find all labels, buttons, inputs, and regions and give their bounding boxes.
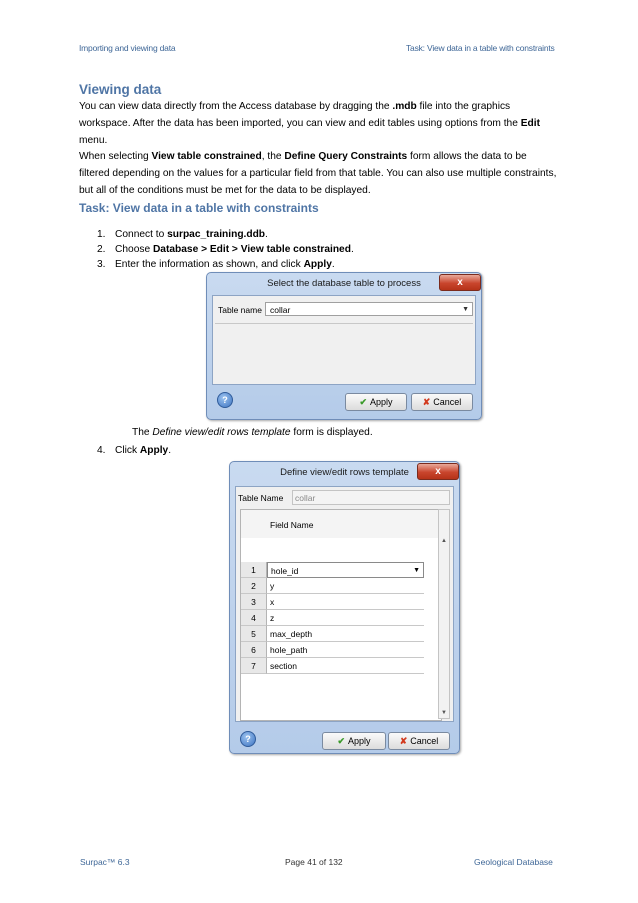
figure-caption: The Define view/edit rows template form is displayed. xyxy=(132,427,373,438)
help-icon[interactable]: ? xyxy=(217,392,233,408)
vertical-scrollbar[interactable] xyxy=(438,509,450,719)
table-row[interactable]: 6 hole_path xyxy=(241,642,424,658)
table-row[interactable]: 1 hole_id ▼ xyxy=(241,562,424,578)
section-title: Viewing data xyxy=(79,82,162,97)
scroll-up-icon[interactable]: ▲ xyxy=(441,538,447,544)
step-item: 4. Click Apply. xyxy=(97,445,172,456)
table-row[interactable]: 7 section xyxy=(241,658,424,674)
table-row[interactable]: 3 x xyxy=(241,594,424,610)
table-row[interactable]: 2 y xyxy=(241,578,424,594)
table-name-select[interactable]: collar ▼ xyxy=(265,302,473,316)
cancel-button[interactable]: ✘ Cancel xyxy=(388,732,450,750)
steps-list xyxy=(97,227,354,272)
check-icon: ✔ xyxy=(337,736,346,746)
dialog-title: Select the database table to process xyxy=(267,278,421,289)
cross-icon: ✘ xyxy=(422,397,431,407)
apply-button[interactable]: ✔ Apply xyxy=(322,732,386,750)
table-row[interactable]: 5 max_depth xyxy=(241,626,424,642)
running-header-left: Importing and viewing data xyxy=(79,43,176,53)
running-header-right: Task: View data in a table with constraints xyxy=(406,43,555,53)
dialog-body xyxy=(212,295,476,385)
step-item: 2. Choose Database > Edit > View table constrained. xyxy=(97,244,354,255)
task-title: Task: View data in a table with constraints xyxy=(79,201,319,215)
apply-button[interactable]: ✔ Apply xyxy=(345,393,407,411)
footer-module: Geological Database xyxy=(474,857,553,867)
footer-product: Surpac™ 6.3 xyxy=(80,857,130,867)
select-table-dialog xyxy=(206,272,482,420)
grid-header xyxy=(241,510,441,538)
table-name-field: collar xyxy=(292,490,450,505)
step-item: 1. Connect to surpac_training.ddb. xyxy=(97,229,268,240)
field-name-header: Field Name xyxy=(270,520,314,530)
chevron-down-icon[interactable]: ▼ xyxy=(413,567,420,574)
help-icon[interactable]: ? xyxy=(240,731,256,747)
paragraph-constraints: When selecting View table constrained, the Define Query Constraints form allows the data to be filtered depending on the values for a particular field from that table. You can also use multiple constraints, but all of the conditions must be met for the data to be displayed. xyxy=(79,151,557,196)
dialog-title: Define view/edit rows template xyxy=(280,467,409,478)
close-button[interactable]: x xyxy=(439,274,481,291)
paragraph-intro: You can view data directly from the Access database by dragging the .mdb file into the graphics workspace. After the data has been imported, you can view and edit tables using options from the Edit menu. xyxy=(79,101,540,146)
table-name-label: Table name xyxy=(218,305,262,315)
define-rows-template-dialog xyxy=(229,461,460,754)
cancel-button[interactable]: ✘ Cancel xyxy=(411,393,473,411)
step-item: 3. Enter the information as shown, and click Apply. xyxy=(97,259,335,270)
check-icon: ✔ xyxy=(359,397,368,407)
chevron-down-icon[interactable]: ▼ xyxy=(462,306,469,313)
footer-page-number: Page 41 of 132 xyxy=(285,857,343,867)
field-select: hole_id ▼ xyxy=(267,562,424,578)
dialog-body xyxy=(235,486,454,722)
scroll-down-icon[interactable]: ▼ xyxy=(441,710,447,716)
close-button[interactable]: x xyxy=(417,463,459,480)
table-row[interactable]: 4 z xyxy=(241,610,424,626)
table-name-label: Table Name xyxy=(238,493,284,503)
cross-icon: ✘ xyxy=(399,736,408,746)
divider xyxy=(215,323,473,324)
field-grid xyxy=(240,509,442,721)
